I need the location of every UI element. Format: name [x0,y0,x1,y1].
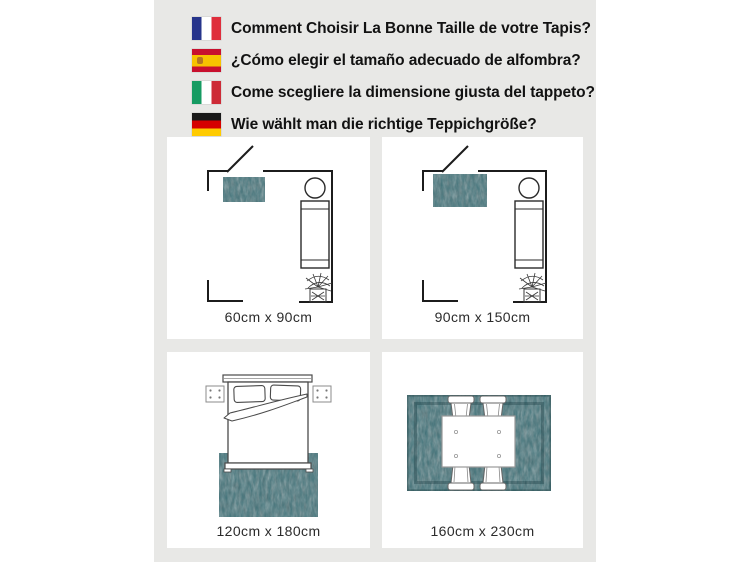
nightstand-left-icon [206,386,224,402]
size-label-120x180: 120cm x 180cm [216,523,321,539]
infographic-content-area [154,0,596,562]
rug-90x150-icon [433,174,487,207]
bed-with-rug-diagram [167,352,370,548]
plant-icon [519,273,546,302]
panel-rug-120x180 [167,352,370,548]
panel-rug-60x90 [167,137,370,339]
header-text-german: Wie wählt man die richtige Teppichgröße? [231,115,537,133]
sofa-icon [301,201,329,268]
size-label-60x90: 60cm x 90cm [224,309,313,325]
dining-table-icon [442,416,515,467]
dining-table-rug-diagram [382,352,583,548]
door-icon [442,146,468,172]
header-row-french [192,17,596,40]
pillow-left [234,385,266,402]
header-row-italian [192,81,596,104]
side-table-icon [305,178,325,198]
nightstand-right-icon [313,386,331,402]
rug-60x90-icon [223,177,265,202]
sofa-icon [515,201,543,268]
header-text-italian: Come scegliere la dimensione giusta del tappeto? [231,83,595,101]
header-text-spanish: ¿Cómo elegir el tamaño adecuado de alfombra? [231,51,581,69]
side-table-icon [519,178,539,198]
panel-rug-160x230 [382,352,583,548]
size-label-160x230: 160cm x 230cm [430,523,535,539]
header-row-spanish [192,49,596,72]
panel-rug-90x150 [382,137,583,339]
france-flag-icon [192,17,221,40]
germany-flag-icon [192,113,221,136]
size-label-90x150: 90cm x 150cm [434,309,531,325]
foot-board [225,463,311,469]
spain-flag-icon [192,49,221,72]
italy-flag-icon [192,81,221,104]
door-icon [227,146,253,172]
bed-icon [223,375,313,472]
header-text-french: Comment Choisir La Bonne Taille de votre Tapis? [231,19,591,37]
plant-icon [305,273,332,302]
multilingual-header [154,0,596,136]
header-row-german [192,113,596,136]
